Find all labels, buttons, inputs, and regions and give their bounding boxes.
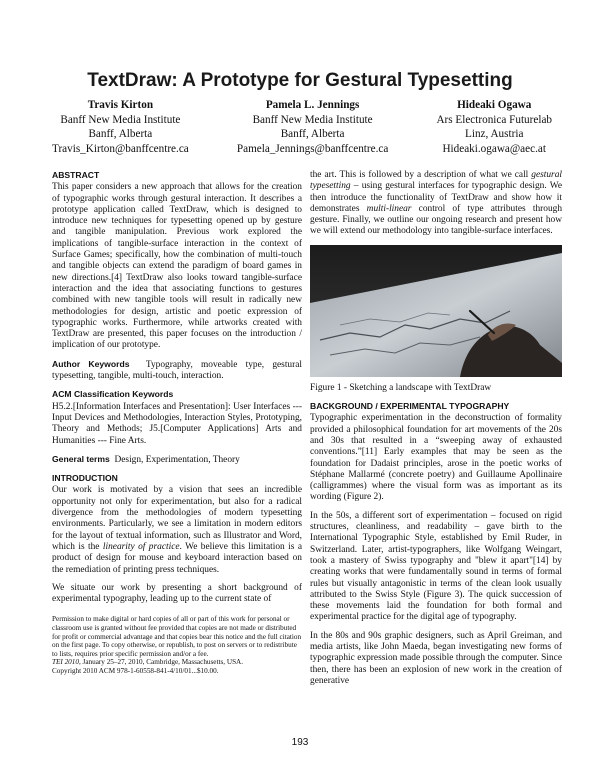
author-3 (436, 98, 552, 156)
intro-emphasis: gestural typesetting (310, 170, 562, 192)
introduction-paragraph-2: We situate our work by presenting a short background of experimental typography, leading up to the current state of (52, 582, 302, 605)
sketch-photo-illustration (310, 245, 562, 377)
left-column (52, 170, 302, 676)
intro-continuation (310, 170, 562, 238)
abstract-text: This paper considers a new approach that allows for the creation of typographic works through gestural interaction. It describes a prototype application called TextDraw, which is designed to introduce new techniques for typesetting opened up by gesture and tangible manipulation. Previous work explored the implications of tangible-surface interaction in the context of Surface Games; specifically, how the combination of multi-touch and tangible objects can extend the paradigm of board games in new directions.[4] TextDraw also looks toward tangible-surface interaction and the idea that associating functions to gestures combined with new tangible tools will result in radically new methodologies for design, artistic and poetic expression of typographic works. Furthermore, while artworks created with TextDraw are presented, this paper focuses on the introduction / implication of our prototype. (52, 182, 302, 351)
copyright-venue (52, 658, 302, 667)
background-paragraph-1: Typographic experimentation in the deconstruction of formality provided a philosophical foundation for art movements of the 20s and 30s that resulted in a “sweeping away of exhausted conventions.”[11] Early examples that may be seen as the foundation for Dadaist principles, arose in the poetic works of Stéphane Mallarmé (concrete poetry) and Guillaume Apollinaire (calligrammes) where the visual form was as important as its wording (Figure 2). (310, 413, 562, 503)
intro-text: – using gestural interfaces for typographic design. We then introduce the functionality of TextDraw and show how it demonstrates (310, 181, 562, 214)
background-paragraph-2: In the 50s, a different sort of experimentation – focused on rigid structures, cleanliness, and readability – gave birth to the International Typographic Style, established by Emil Ruder, in Switzerland. Later, artist-typographers, like Wolfgang Weingart, took a mastery of Swiss typography and "blew it apart"[14] by creating works that were fundamentally sound in terms of formal rules but visually antagonistic in terms of the clean look usually attributed to the Swiss Style (Figure 3). The quick succession of these movements laid the foundation for both formal and experimental practice for the digital age of typography. (310, 510, 562, 623)
author-2 (237, 98, 388, 156)
intro-text: . We believe this limitation is a product of design for mouse and keyboard interaction based on the remediation of printing press techniques. (52, 541, 302, 575)
background-heading: BACKGROUND / EXPERIMENTAL TYPOGRAPHY (310, 401, 510, 412)
author-name: Pamela L. Jennings (265, 99, 360, 111)
figure-1-caption: Figure 1 - Sketching a landscape with TextDraw (310, 382, 492, 393)
author-keywords-label: Author Keywords (52, 358, 130, 369)
general-terms (52, 454, 302, 466)
right-column (310, 170, 562, 694)
introduction-paragraph-1 (52, 485, 302, 575)
author-keywords-text: Typography, moveable type, gestural typesetting, tangible, multi-touch, interaction. (52, 359, 302, 382)
copyright-notice (52, 615, 302, 675)
intro-text: Our work is motivated by a vision that sees an incredible opportunity not only for experimentation, but also for a radical divergence from the methodologies of modern typesetting environments. Particularly, we see a limitation in modern editors for the layout of textual information, such as Illustrator and Word, which is the (52, 485, 302, 552)
author-affiliation: Ars Electronica Futurelab (436, 113, 552, 126)
general-terms-text: Design, Experimentation, Theory (114, 454, 240, 465)
copyright-text: Permission to make digital or hard copies of all or part of this work for personal or classroom use is granted without fee provided that copies are not made or distributed for profit or commercial advantage and that copies bear this notice and the full citation on the first page. To copy otherwise, or republish, to post on servers or to redistribute to lists, requires prior specific permission and/or a fee. (52, 615, 302, 658)
author-location: Linz, Austria (465, 128, 524, 140)
author-location: Banff, Alberta (280, 128, 345, 140)
author-name: Hideaki Ogawa (457, 99, 532, 111)
author-block (52, 98, 552, 156)
author-email[interactable]: Travis_Kirton@banffcentre.ca (52, 142, 189, 155)
author-1 (52, 98, 189, 156)
acm-text: H5.2.[Information Interfaces and Presentation]: User Interfaces --- Input Devices and Methodologies, Interaction Styles, Prototyping, Theory and Methods; J5.[Computer Applications] Arts and Humanities --- Fine Arts. (52, 401, 302, 446)
abstract-heading: ABSTRACT (52, 170, 100, 180)
intro-emphasis: multi-linear (366, 203, 412, 214)
intro-emphasis: linearity of practice (102, 541, 180, 552)
general-terms-label: General terms (52, 453, 110, 464)
author-location: Banff, Alberta (88, 128, 153, 140)
author-affiliation: Banff New Media Institute (252, 113, 373, 126)
author-keywords (52, 359, 302, 383)
introduction-heading: INTRODUCTION (52, 473, 118, 484)
page-number: 193 (291, 737, 309, 748)
intro-text: the art. This is followed by a description of what we call (310, 170, 532, 180)
figure-1-photo (310, 245, 562, 377)
venue-name: TEI 2010 (52, 658, 79, 667)
author-name: Travis Kirton (87, 99, 154, 111)
author-email[interactable]: Pamela_Jennings@banffcentre.ca (236, 142, 389, 155)
venue-details: , January 25–27, 2010, Cambridge, Massachusetts, USA. (78, 658, 244, 667)
author-affiliation: Banff New Media Institute (60, 113, 181, 126)
acm-heading: ACM Classification Keywords (52, 389, 174, 400)
paper-title: TextDraw: A Prototype for Gestural Typesetting (87, 70, 513, 91)
author-email[interactable]: Hideaki.ogawa@aec.at (442, 142, 546, 155)
intro-text: control of type attributes through gesture. Finally, we outline our ongoing research and present how we will extend our methodology into tangible-surface interfaces. (310, 203, 563, 237)
background-paragraph-3: In the 80s and 90s graphic designers, such as April Greiman, and media artists, like John Maeda, began investigating new forms of typographic expression made possible through the computer. Since then, there has been an explosion of new work in the creation of generative (310, 630, 562, 686)
copyright-line: Copyright 2010 ACM 978-1-60558-841-4/10/01...$10.00. (52, 666, 219, 675)
